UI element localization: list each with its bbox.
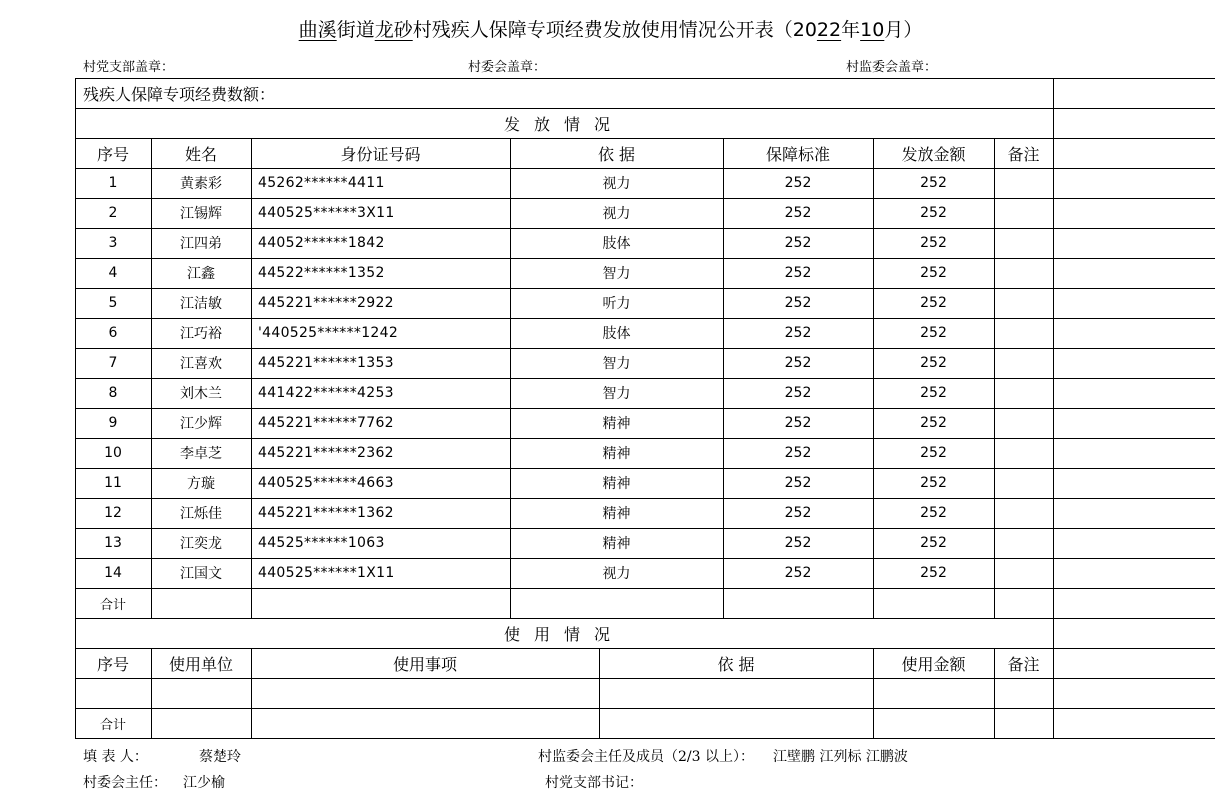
table-rule [75,738,1215,739]
secretary-label: 村党支部书记： [545,775,643,791]
cell-id: 440525******3X11 [258,205,395,221]
usage-header-seq: 序号 [96,654,129,674]
cell-amount: 252 [920,565,947,581]
cell-id: 445221******1353 [258,355,394,371]
usage-section-title: 使用情况 [503,624,624,644]
cell-no: 3 [108,235,118,251]
supervision-members: 江壁鹏 江列标 江鹏波 [773,749,908,765]
title-month: 10 [860,19,885,41]
cell-note [994,378,1053,408]
table-rule [75,708,1215,709]
header-note: 备注 [1007,144,1040,164]
cell-basis: 听力 [602,296,631,312]
cell-standard: 252 [784,175,812,191]
cell-no: 4 [108,265,118,281]
header-id-number: 身份证号码 [340,144,421,164]
cell-note [994,348,1053,378]
usage-header-note: 备注 [1007,654,1040,674]
filler-name: 蔡楚玲 [199,749,241,765]
title-district-suffix: 街道 [336,19,375,41]
cell-note [994,288,1053,318]
cell-note [994,408,1053,438]
cell-basis: 视力 [602,206,631,222]
fund-amount-label: 残疾人保障专项经费数额： [83,84,276,104]
director-label: 村委会主任： [83,775,167,791]
cell-standard: 252 [784,235,812,251]
cell-no: 11 [104,475,122,491]
cell-id: 44525******1063 [258,535,385,551]
cell-amount: 252 [920,175,947,191]
cell-name: 李卓芝 [180,446,222,462]
footer-row-2 [83,772,1183,792]
cell-id: 445221******1362 [258,505,394,521]
usage-header-item: 使用事项 [392,654,457,674]
cell-no: 2 [108,205,118,221]
cell-id: '440525******1242 [258,325,399,341]
cell-note [994,318,1053,348]
cell-no: 5 [108,295,118,311]
director-name: 江少榆 [183,775,225,791]
cell-name: 江烁佳 [180,506,222,522]
cell-id: 445221******2922 [258,295,394,311]
cell-note [994,198,1053,228]
cell-no: 6 [108,325,118,341]
cell-note [994,258,1053,288]
usage-header-unit: 使用单位 [168,654,233,674]
cell-id: 440525******1X11 [258,565,395,581]
header-standard: 保障标准 [765,144,830,164]
cell-amount: 252 [920,235,947,251]
cell-no: 13 [104,535,122,551]
cell-standard: 252 [784,565,812,581]
cell-standard: 252 [784,445,812,461]
committee-stamp-label: 村委会盖章： [468,60,547,75]
cell-standard: 252 [784,325,812,341]
cell-standard: 252 [784,295,812,311]
cell-basis: 智力 [602,356,631,372]
cell-amount: 252 [920,385,947,401]
cell-amount: 252 [920,415,947,431]
title-year-suffix: 年 [841,19,861,41]
supervision-stamp-label: 村监委会盖章： [846,60,938,75]
cell-amount: 252 [920,475,947,491]
cell-name: 黄素彩 [180,176,222,192]
cell-name: 江少辉 [180,416,222,432]
cell-standard: 252 [784,265,812,281]
table-rule [1053,78,1054,739]
cell-no: 12 [104,505,122,521]
cell-standard: 252 [784,505,812,521]
usage-total-label: 合计 [99,717,126,733]
usage-header-basis: 依 据 [717,654,755,674]
cell-amount: 252 [920,205,947,221]
cell-no: 7 [108,355,118,371]
cell-basis: 精神 [602,536,631,552]
cell-basis: 视力 [602,176,631,192]
title-village: 龙砂 [374,19,413,41]
footer-row-1 [83,746,1183,766]
cell-no: 14 [104,565,122,581]
cell-name: 江鑫 [187,266,215,282]
cell-id: 445221******2362 [258,445,394,461]
cell-basis: 精神 [602,446,631,462]
cell-amount: 252 [920,355,947,371]
cell-note [994,438,1053,468]
page-title [0,16,1221,44]
cell-standard: 252 [784,535,812,551]
cell-name: 江四弟 [180,236,222,252]
cell-note [994,498,1053,528]
cell-id: 440525******4663 [258,475,394,491]
filler-label: 填 表 人： [83,749,148,765]
cell-name: 江喜欢 [180,356,222,372]
cell-basis: 精神 [602,416,631,432]
cell-standard: 252 [784,355,812,371]
cell-id: 44522******1352 [258,265,385,281]
cell-id: 441422******4253 [258,385,394,401]
cell-name: 江巧裕 [180,326,222,342]
title-year-prefix: 20 [792,19,817,41]
cell-name: 江锡辉 [180,206,222,222]
cell-amount: 252 [920,265,947,281]
title-main: 村残疾人保障专项经费发放使用情况公开表（ [412,19,793,41]
cell-basis: 智力 [602,386,631,402]
title-month-suffix: 月） [884,19,923,41]
cell-basis: 智力 [602,266,631,282]
party-stamp-label: 村党支部盖章： [83,60,175,75]
cell-note [994,528,1053,558]
cell-standard: 252 [784,415,812,431]
distribution-section-title: 发放情况 [503,114,624,134]
table-rule [75,678,1215,679]
cell-no: 10 [104,445,122,461]
supervision-members-label: 村监委会主任及成员（2/3 以上）： [538,749,754,765]
table-rule [75,588,1215,589]
cell-note [994,168,1053,198]
usage-header-amount: 使用金额 [901,654,966,674]
cell-amount: 252 [920,295,947,311]
cell-name: 方璇 [187,476,215,492]
cell-amount: 252 [920,505,947,521]
header-seq: 序号 [96,144,129,164]
cell-basis: 视力 [602,566,631,582]
cell-note [994,558,1053,588]
cell-name: 江洁敏 [180,296,222,312]
title-district: 曲溪 [298,19,337,41]
header-amount: 发放金额 [901,144,966,164]
stamp-row [83,56,1083,76]
cell-note [994,468,1053,498]
header-name: 姓名 [184,144,217,164]
cell-basis: 肢体 [602,236,631,252]
cell-standard: 252 [784,475,812,491]
cell-standard: 252 [784,205,812,221]
cell-no: 8 [108,385,118,401]
cell-name: 江国文 [180,566,222,582]
cell-id: 44052******1842 [258,235,385,251]
cell-id: 45262******4411 [258,175,385,191]
cell-no: 9 [108,415,118,431]
cell-standard: 252 [784,385,812,401]
header-basis: 依 据 [597,144,636,164]
distribution-total-label: 合计 [99,597,126,613]
cell-note [994,228,1053,258]
cell-name: 江奕龙 [180,536,222,552]
cell-amount: 252 [920,445,947,461]
cell-id: 445221******7762 [258,415,394,431]
cell-name: 刘木兰 [180,386,222,402]
cell-no: 1 [108,175,118,191]
cell-amount: 252 [920,325,947,341]
cell-amount: 252 [920,535,947,551]
cell-basis: 肢体 [602,326,631,342]
cell-basis: 精神 [602,476,631,492]
title-year: 22 [816,19,842,41]
cell-basis: 精神 [602,506,631,522]
